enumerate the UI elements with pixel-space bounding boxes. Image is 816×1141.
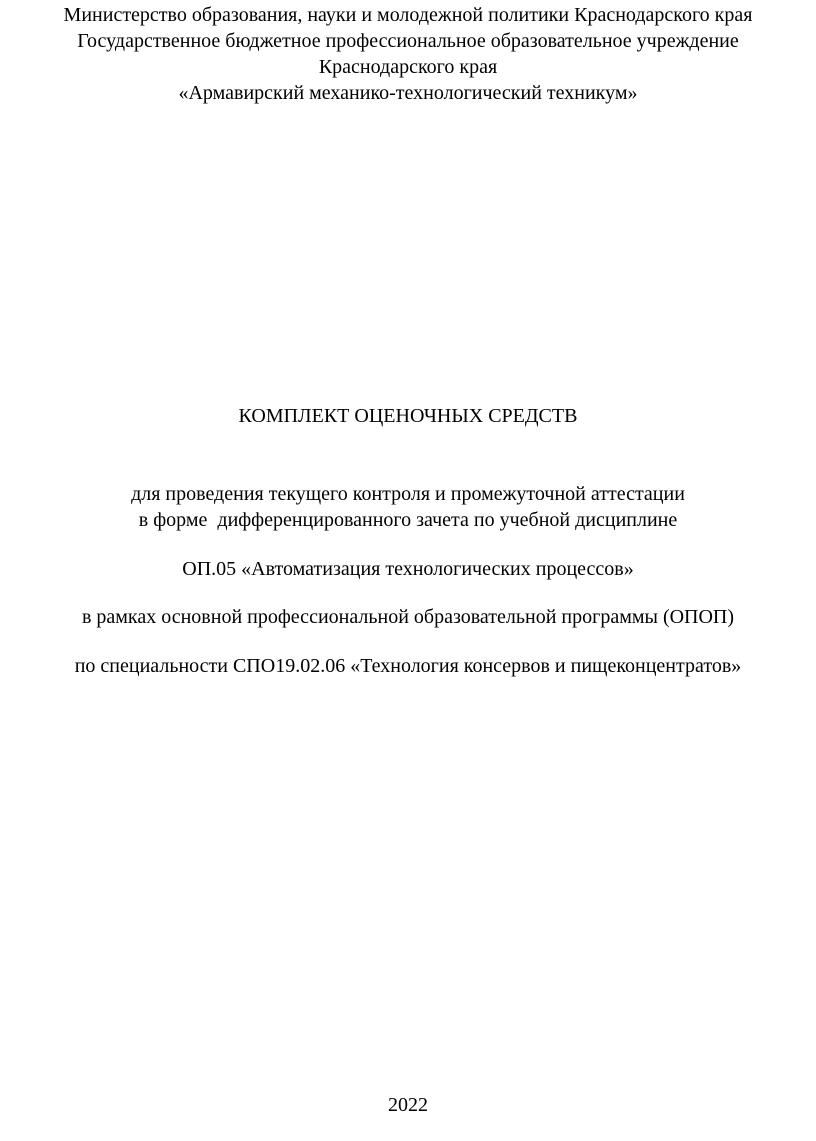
institution-type: Государственное бюджетное профессиональное образовательное учреждение <box>77 30 739 52</box>
discipline-name: ОП.05 «Автоматизация технологических процессов» <box>182 558 634 580</box>
document-title: КОМПЛЕКТ ОЦЕНОЧНЫХ СРЕДСТВ <box>238 405 578 427</box>
institution-region: Краснодарского края <box>318 56 498 78</box>
specialty-name: по специальности СПО19.02.06 «Технология консервов и пищеконцентратов» <box>74 655 742 677</box>
document-year: 2022 <box>388 1094 428 1116</box>
ministry-name: Министерство образования, науки и молодежной политики Краснодарского края <box>63 4 753 26</box>
institution-name: «Армавирский механико-технологический техникум» <box>178 82 638 104</box>
purpose-line-1: для проведения текущего контроля и промежуточной аттестации <box>131 483 685 505</box>
program-name: в рамках основной профессиональной образовательной программы (ОПОП) <box>81 606 735 628</box>
purpose-line-2: в форме дифференцированного зачета по учебной дисциплине <box>138 509 678 531</box>
header-block <box>0 2 816 106</box>
